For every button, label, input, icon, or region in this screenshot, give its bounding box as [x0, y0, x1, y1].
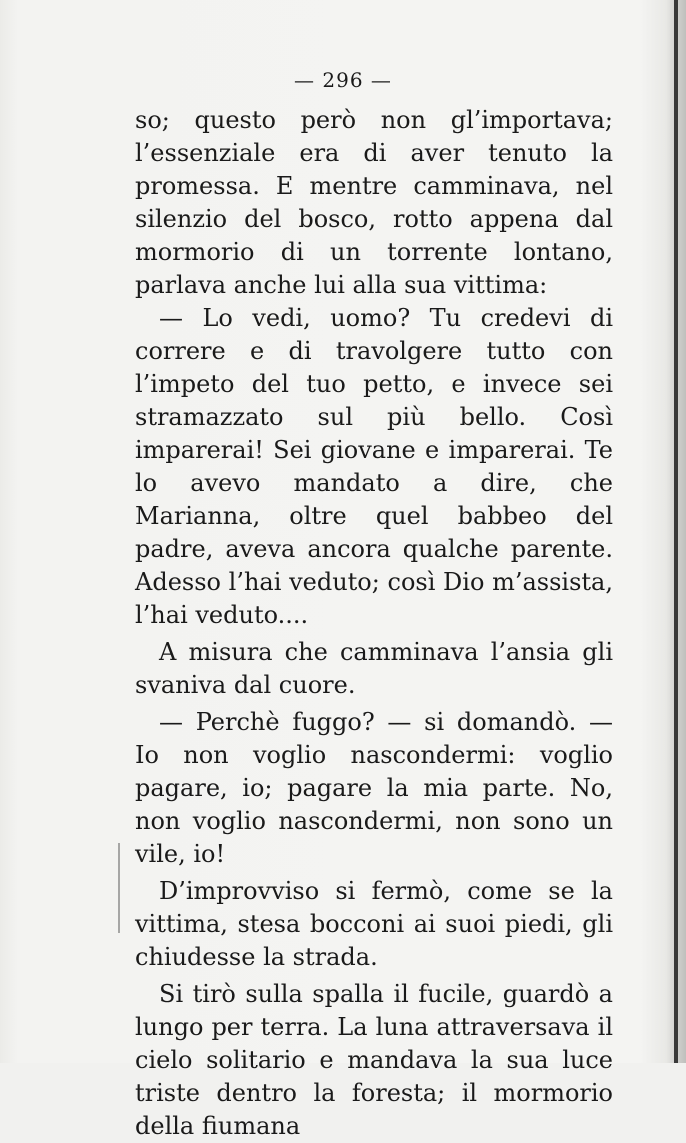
margin-mark: [118, 843, 120, 933]
page-number: — 296 —: [294, 68, 392, 92]
body-text: [135, 104, 613, 1143]
paragraph-3: A misura che camminava l’ansia gli svaniva dal cuore.: [135, 638, 613, 699]
paragraph-6: Si tirò sulla spalla il fucile, guardò a lungo per terra. La luna attraversava il cielo solitario e mandava la sua luce triste dentro la foresta; il mormorio della fiumana: [135, 980, 613, 1140]
paragraph-4: — Perchè fuggo? — si domandò. — Io non voglio nascondermi: voglio pagare, io; pagare la mia parte. No, non voglio nascondermi, non sono un vile, io!: [135, 708, 613, 868]
page-edge-line: [674, 0, 678, 1063]
paragraph-2: — Lo vedi, uomo? Tu credevi di correre e di travolgere tutto con l’impeto del tuo petto, e invece sei stramazzato sul più bello. Così imparerai! Sei giovane e imparerai. Te lo avevo mandato a dire, che Marianna, oltre quel babbeo del padre, aveva ancora qualche parente. Adesso l’hai veduto; così Dio m’assista, l’hai veduto....: [135, 304, 613, 629]
paragraph-5: D’improvviso si fermò, come se la vittima, stesa bocconi ai suoi piedi, gli chiudesse la strada.: [135, 877, 613, 971]
paragraph-1: so; questo però non gl’importava; l’essenziale era di aver tenuto la promessa. E mentre camminava, nel silenzio del bosco, rotto appena dal mormorio di un torrente lontano, parlava anche lui alla sua vittima:: [135, 106, 613, 299]
